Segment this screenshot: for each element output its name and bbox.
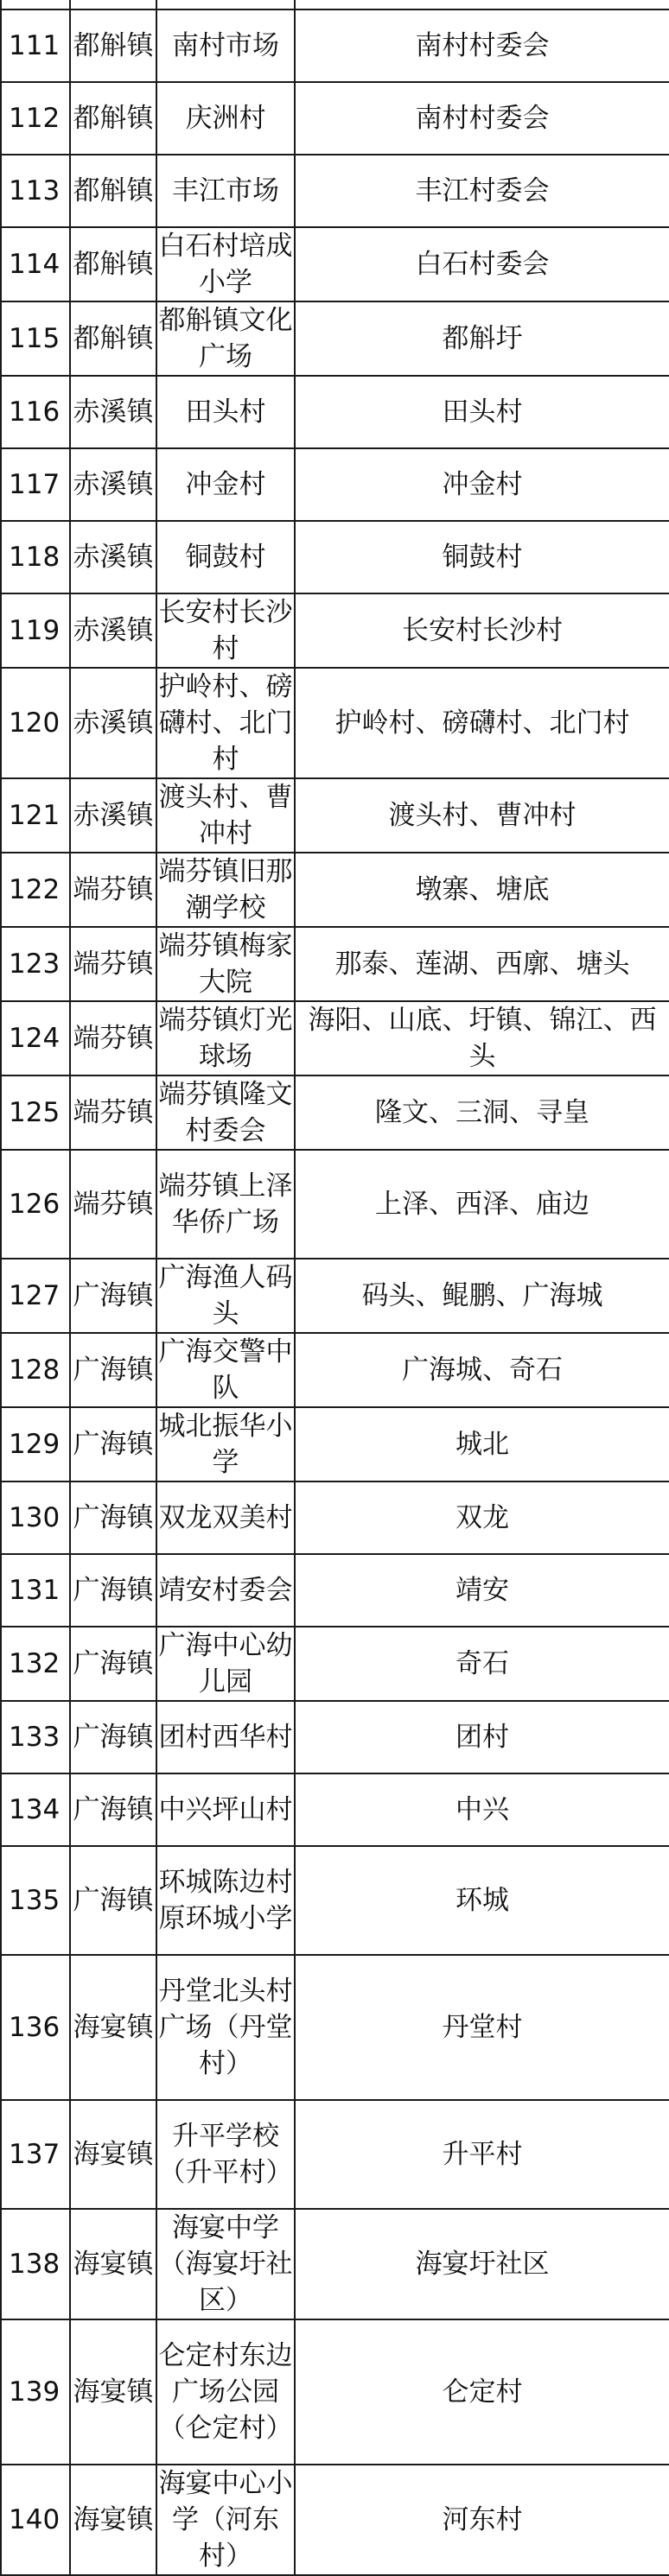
table-row xyxy=(1,155,669,227)
row-number-cell: 114 xyxy=(1,227,70,301)
service-area-cell: 奇石 xyxy=(295,1627,669,1701)
table-row xyxy=(1,927,669,1001)
service-area-cell: 海阳、山底、圩镇、锦江、西头 xyxy=(295,1001,669,1075)
site-cell: 丹堂北头村广场（丹堂村） xyxy=(156,1955,295,2100)
service-area-cell: 广海城、奇石 xyxy=(295,1333,669,1407)
service-area-cell: 长安村长沙村 xyxy=(295,593,669,668)
row-number-cell: 137 xyxy=(1,2100,70,2209)
town-cell: 都斛镇 xyxy=(70,227,156,301)
site-cell: 铜鼓村 xyxy=(156,521,295,593)
table-row xyxy=(1,2100,669,2209)
edge-cell xyxy=(156,0,295,10)
row-number-cell: 138 xyxy=(1,2209,70,2319)
service-area-cell: 渡头村、曹冲村 xyxy=(295,778,669,853)
table-row xyxy=(1,521,669,593)
row-number-cell: 120 xyxy=(1,668,70,778)
service-area-cell: 丹堂村 xyxy=(295,1955,669,2100)
table-row xyxy=(1,2209,669,2319)
site-cell: 广海交警中队 xyxy=(156,1333,295,1407)
site-cell: 靖安村委会 xyxy=(156,1554,295,1627)
town-cell: 端芬镇 xyxy=(70,1075,156,1150)
site-cell: 广海中心幼儿园 xyxy=(156,1627,295,1701)
town-cell: 赤溪镇 xyxy=(70,448,156,521)
town-cell: 海宴镇 xyxy=(70,2319,156,2465)
service-area-cell: 升平村 xyxy=(295,2100,669,2209)
row-number-cell: 139 xyxy=(1,2319,70,2465)
edge-cell xyxy=(295,0,669,10)
service-area-cell: 护岭村、磅礴村、北门村 xyxy=(295,668,669,778)
table-row xyxy=(1,1075,669,1150)
service-area-cell: 环城 xyxy=(295,1846,669,1955)
row-number-cell: 112 xyxy=(1,82,70,155)
site-cell: 环城陈边村原环城小学 xyxy=(156,1846,295,1955)
site-cell: 渡头村、曹冲村 xyxy=(156,778,295,853)
town-cell: 赤溪镇 xyxy=(70,376,156,448)
site-cell: 都斛镇文化广场 xyxy=(156,301,295,376)
service-area-cell: 仑定村 xyxy=(295,2319,669,2465)
table-row xyxy=(1,376,669,448)
town-cell: 都斛镇 xyxy=(70,82,156,155)
row-number-cell: 140 xyxy=(1,2465,70,2575)
table-row xyxy=(1,1846,669,1955)
service-area-cell: 城北 xyxy=(295,1407,669,1482)
table-row xyxy=(1,1333,669,1407)
town-cell: 广海镇 xyxy=(70,1773,156,1846)
site-cell: 广海渔人码头 xyxy=(156,1259,295,1333)
service-area-cell: 海宴圩社区 xyxy=(295,2209,669,2319)
row-number-cell: 135 xyxy=(1,1846,70,1955)
row-number-cell: 127 xyxy=(1,1259,70,1333)
table-row xyxy=(1,10,669,82)
service-area-cell: 冲金村 xyxy=(295,448,669,521)
table-row xyxy=(1,1407,669,1482)
site-cell: 庆洲村 xyxy=(156,82,295,155)
town-cell: 端芬镇 xyxy=(70,927,156,1001)
town-cell: 海宴镇 xyxy=(70,2465,156,2575)
town-cell: 海宴镇 xyxy=(70,2209,156,2319)
table-row xyxy=(1,1701,669,1773)
table-row xyxy=(1,1955,669,2100)
service-area-cell: 丰江村委会 xyxy=(295,155,669,227)
site-cell: 海宴中心小学（河东村） xyxy=(156,2465,295,2575)
site-cell: 双龙双美村 xyxy=(156,1482,295,1554)
row-number-cell: 125 xyxy=(1,1075,70,1150)
table-row xyxy=(1,1773,669,1846)
town-cell: 都斛镇 xyxy=(70,155,156,227)
town-cell: 广海镇 xyxy=(70,1846,156,1955)
table-row xyxy=(1,448,669,521)
town-cell: 广海镇 xyxy=(70,1482,156,1554)
table-row xyxy=(1,1554,669,1627)
row-number-cell: 134 xyxy=(1,1773,70,1846)
town-cell: 都斛镇 xyxy=(70,10,156,82)
row-number-cell: 118 xyxy=(1,521,70,593)
table-row xyxy=(1,1001,669,1075)
service-area-cell: 双龙 xyxy=(295,1482,669,1554)
town-cell: 赤溪镇 xyxy=(70,668,156,778)
site-cell: 中兴坪山村 xyxy=(156,1773,295,1846)
service-area-cell: 那泰、莲湖、西廓、塘头 xyxy=(295,927,669,1001)
row-number-cell: 126 xyxy=(1,1150,70,1259)
table-row xyxy=(1,1150,669,1259)
edge-cell xyxy=(1,0,70,10)
town-cell: 广海镇 xyxy=(70,1259,156,1333)
service-area-cell: 靖安 xyxy=(295,1554,669,1627)
site-cell: 团村西华村 xyxy=(156,1701,295,1773)
town-cell: 海宴镇 xyxy=(70,2100,156,2209)
site-cell: 白石村培成小学 xyxy=(156,227,295,301)
table-row xyxy=(1,853,669,927)
service-area-cell: 隆文、三洞、寻皇 xyxy=(295,1075,669,1150)
town-cell: 广海镇 xyxy=(70,1333,156,1407)
site-cell: 长安村长沙村 xyxy=(156,593,295,668)
row-number-cell: 128 xyxy=(1,1333,70,1407)
row-number-cell: 111 xyxy=(1,10,70,82)
site-cell: 端芬镇上泽华侨广场 xyxy=(156,1150,295,1259)
table-row xyxy=(1,1259,669,1333)
service-area-cell: 上泽、西泽、庙边 xyxy=(295,1150,669,1259)
row-number-cell: 123 xyxy=(1,927,70,1001)
row-number-cell: 124 xyxy=(1,1001,70,1075)
row-number-cell: 130 xyxy=(1,1482,70,1554)
row-number-cell: 121 xyxy=(1,778,70,853)
town-cell: 赤溪镇 xyxy=(70,778,156,853)
row-number-cell: 129 xyxy=(1,1407,70,1482)
site-cell: 端芬镇旧那潮学校 xyxy=(156,853,295,927)
table-row xyxy=(1,82,669,155)
service-area-cell: 南村村委会 xyxy=(295,10,669,82)
service-area-cell: 南村村委会 xyxy=(295,82,669,155)
table-row xyxy=(1,2319,669,2465)
service-area-cell: 团村 xyxy=(295,1701,669,1773)
row-number-cell: 116 xyxy=(1,376,70,448)
service-area-cell: 田头村 xyxy=(295,376,669,448)
town-cell: 海宴镇 xyxy=(70,1955,156,2100)
row-number-cell: 115 xyxy=(1,301,70,376)
row-number-cell: 132 xyxy=(1,1627,70,1701)
table-row xyxy=(1,668,669,778)
town-cell: 赤溪镇 xyxy=(70,593,156,668)
town-cell: 赤溪镇 xyxy=(70,521,156,593)
town-cell: 广海镇 xyxy=(70,1407,156,1482)
site-cell: 端芬镇灯光球场 xyxy=(156,1001,295,1075)
town-cell: 广海镇 xyxy=(70,1701,156,1773)
site-cell: 冲金村 xyxy=(156,448,295,521)
row-number-cell: 122 xyxy=(1,853,70,927)
site-cell: 升平学校（升平村） xyxy=(156,2100,295,2209)
site-cell: 护岭村、磅礴村、北门村 xyxy=(156,668,295,778)
table-row xyxy=(1,1482,669,1554)
table-row xyxy=(1,227,669,301)
table-row xyxy=(1,2465,669,2575)
site-cell: 田头村 xyxy=(156,376,295,448)
row-number-cell: 136 xyxy=(1,1955,70,2100)
service-area-cell: 铜鼓村 xyxy=(295,521,669,593)
table-row xyxy=(1,1627,669,1701)
site-cell: 端芬镇梅家大院 xyxy=(156,927,295,1001)
service-area-cell: 中兴 xyxy=(295,1773,669,1846)
service-area-cell: 墩寨、塘底 xyxy=(295,853,669,927)
service-area-cell: 都斛圩 xyxy=(295,301,669,376)
town-cell: 端芬镇 xyxy=(70,1001,156,1075)
table-row xyxy=(1,301,669,376)
service-area-cell: 白石村委会 xyxy=(295,227,669,301)
site-cell: 端芬镇隆文村委会 xyxy=(156,1075,295,1150)
row-number-cell: 113 xyxy=(1,155,70,227)
site-cell: 城北振华小学 xyxy=(156,1407,295,1482)
row-number-cell: 131 xyxy=(1,1554,70,1627)
edge-cell xyxy=(70,0,156,10)
row-number-cell: 117 xyxy=(1,448,70,521)
town-cell: 广海镇 xyxy=(70,1554,156,1627)
town-cell: 广海镇 xyxy=(70,1627,156,1701)
table-body xyxy=(1,0,669,2575)
town-cell: 端芬镇 xyxy=(70,853,156,927)
row-number-cell: 119 xyxy=(1,593,70,668)
table-row xyxy=(1,593,669,668)
table-row xyxy=(1,778,669,853)
service-area-cell: 码头、鲲鹏、广海城 xyxy=(295,1259,669,1333)
town-cell: 端芬镇 xyxy=(70,1150,156,1259)
table-row-top-edge xyxy=(1,0,669,10)
site-cell: 海宴中学（海宴圩社区） xyxy=(156,2209,295,2319)
site-cell: 南村市场 xyxy=(156,10,295,82)
site-cell: 丰江市场 xyxy=(156,155,295,227)
town-cell: 都斛镇 xyxy=(70,301,156,376)
service-area-cell: 河东村 xyxy=(295,2465,669,2575)
site-cell: 仑定村东边广场公园（仑定村） xyxy=(156,2319,295,2465)
row-number-cell: 133 xyxy=(1,1701,70,1773)
